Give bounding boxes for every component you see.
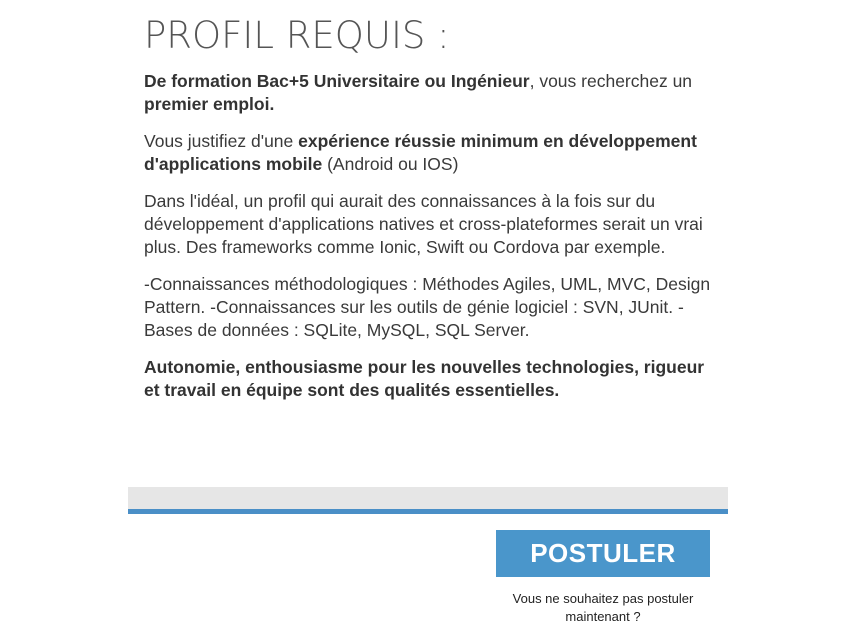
ideal-profile-paragraph: Dans l'idéal, un profil qui aurait des connaissances à la fois sur du développement d'applications natives et cross-plateformes serait un vrai plus. Des frameworks comme Ionic, Swift ou Cordova par exemple.: [144, 191, 703, 257]
education-bold: De formation Bac+5 Universitaire ou Ingénieur: [144, 71, 530, 91]
qualities-bold: Autonomie, enthousiasme pour les nouvelles technologies, rigueur et travail en équipe sont des qualités essentielles.: [144, 357, 705, 400]
experience-text: Vous justifiez d'une: [144, 131, 299, 151]
experience-paragraph: [144, 130, 724, 176]
blue-divider-line: [128, 509, 728, 514]
not-now-link[interactable]: Vous ne souhaitez pas postuler maintenant ?: [512, 591, 694, 624]
platforms-text: (Android ou IOS): [322, 154, 459, 174]
gray-divider-bar: [128, 487, 728, 509]
education-paragraph: [144, 70, 724, 116]
education-text: , vous recherchez un: [529, 71, 693, 91]
first-job-bold: premier emploi.: [144, 94, 275, 114]
experience-bold: expérience réussie minimum en développement d'applications mobile: [144, 131, 697, 174]
apply-button[interactable]: POSTULER: [496, 530, 710, 577]
qualities-paragraph: [144, 356, 724, 402]
section-title: PROFIL REQUIS :: [144, 14, 450, 57]
job-requirements-section: [144, 14, 724, 416]
skills-paragraph: -Connaissances méthodologiques : Méthodes Agiles, UML, MVC, Design Pattern. -Connaissances sur les outils de génie logiciel : SVN, JUnit. -Bases de données : SQLite, MySQL, SQL Server.: [144, 274, 711, 340]
